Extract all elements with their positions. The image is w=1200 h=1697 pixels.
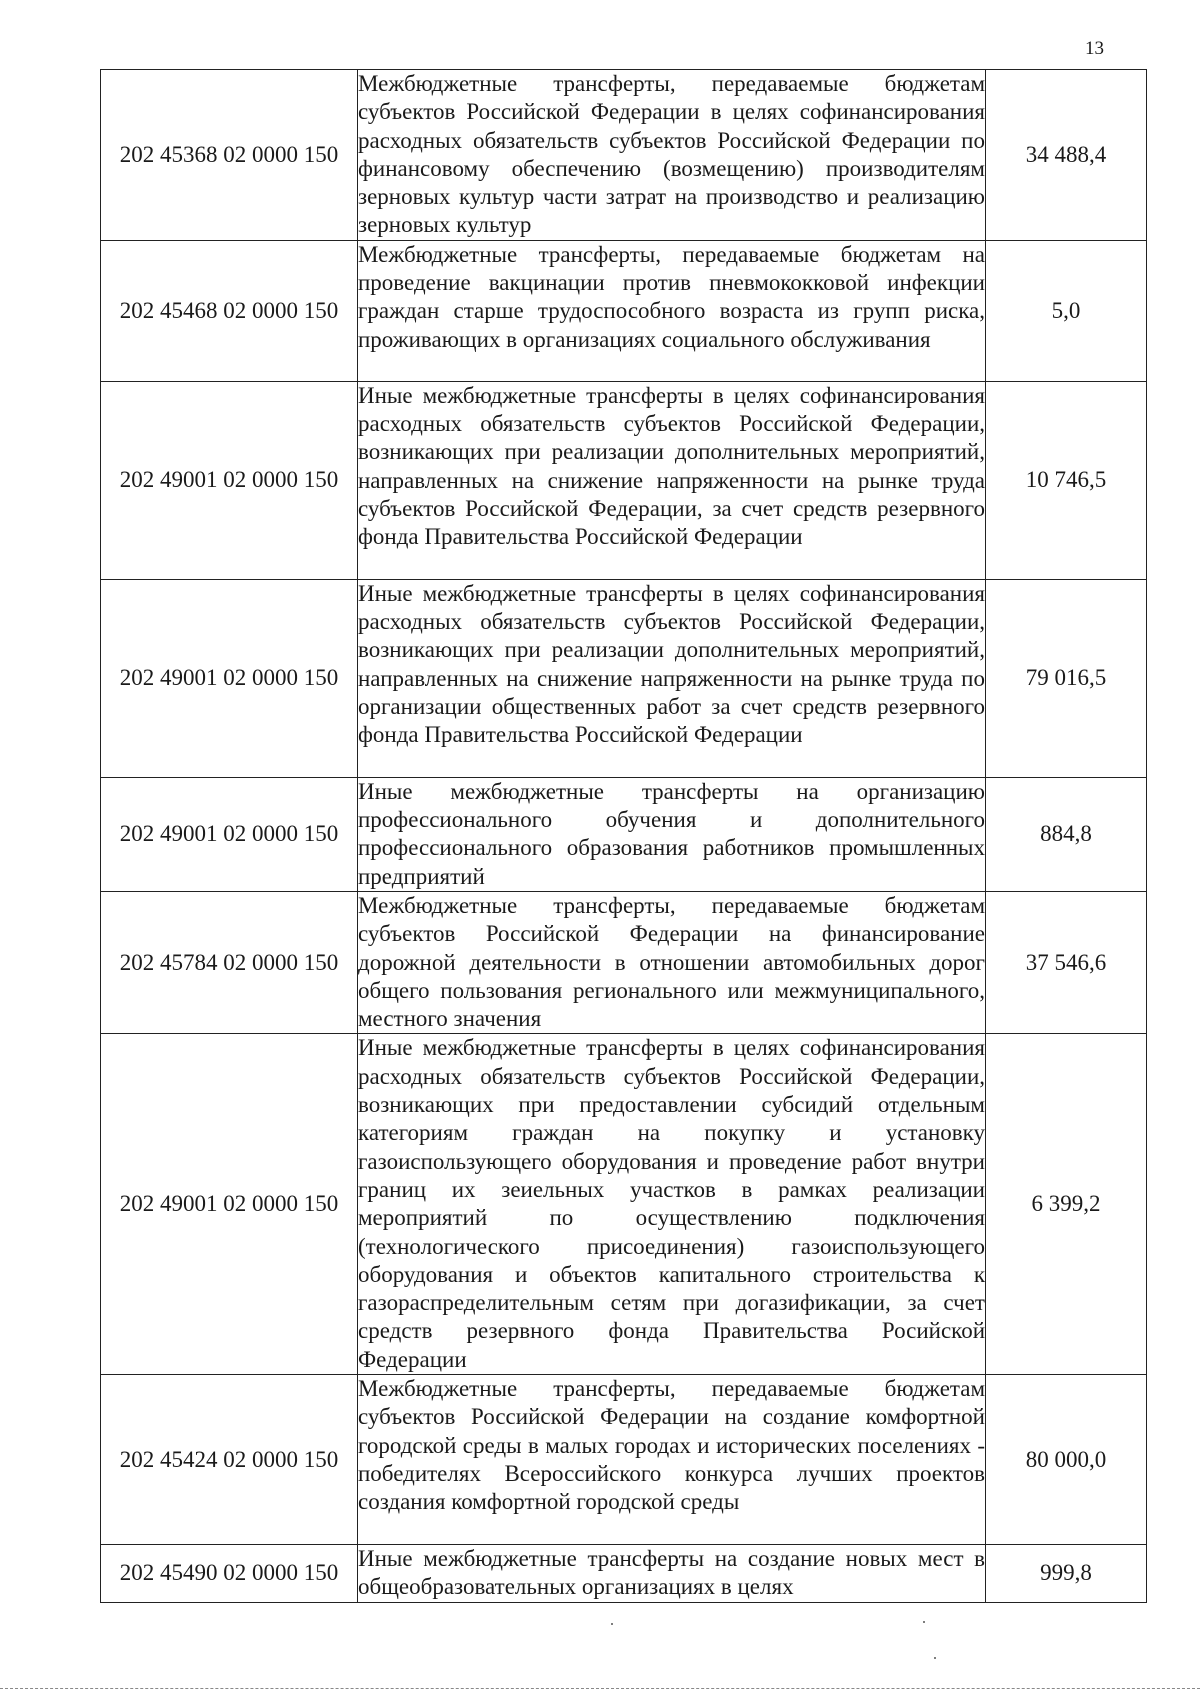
- transfer-amount: 884,8: [986, 777, 1147, 891]
- transfer-amount: 6 399,2: [986, 1034, 1147, 1375]
- budget-code: 202 45424 02 0000 150: [101, 1375, 358, 1545]
- scan-bottom-edge: [0, 1688, 1200, 1689]
- budget-code: 202 49001 02 0000 150: [101, 1034, 358, 1375]
- transfer-amount: 34 488,4: [986, 70, 1147, 241]
- transfer-amount: 999,8: [986, 1545, 1147, 1603]
- transfer-amount: 10 746,5: [986, 381, 1147, 579]
- table-row: [101, 891, 1147, 1033]
- transfer-description: Иные межбюджетные трансферты в целях софинансирования расходных обязательств субъектов Российской Федерации, возникающих при предоставлении субсидий отдельным категориям граждан на покупку и установку газоиспользующего оборудования и проведение работ внутри границ их зеиельных участков в рамках реализации мероприятий по осуществлению подключения (технологического присоединения) газоиспользующего оборудования и объектов капитального строительства к газораспределительным сетям при догазификации, за счет средств резервного фонда Правительства Росийской Федерации: [358, 1034, 986, 1375]
- table-row: [101, 70, 1147, 241]
- table-row: [101, 381, 1147, 579]
- table-row: [101, 1375, 1147, 1545]
- transfer-amount: 5,0: [986, 240, 1147, 381]
- table-row: [101, 579, 1147, 777]
- transfer-description: Межбюджетные трансферты, передаваемые бюджетам субъектов Российской Федерации на создание комфортной городской среды в малых городах и исторических поселениях - победителях Всероссийского конкурса лучших проектов создания комфортной городской среды: [358, 1375, 986, 1545]
- table-row: [101, 777, 1147, 891]
- budget-code: 202 49001 02 0000 150: [101, 381, 358, 579]
- transfer-description: Иные межбюджетные трансферты в целях софинансирования расходных обязательств субъектов Российской Федерации, возникающих при реализации дополнительных мероприятий, направленных на снижение напряженности на рынке труда субъектов Российской Федерации, за счет средств резервного фонда Правительства Российской Федерации: [358, 381, 986, 579]
- transfer-amount: 79 016,5: [986, 579, 1147, 777]
- transfer-description: Межбюджетные трансферты, передаваемые бюджетам субъектов Российской Федерации в целях софинансирования расходных обязательств субъектов Российской Федерации по финансовому обеспечению (возмещению) производителям зерновых культур части затрат на производство и реализацию зерновых культур: [358, 70, 986, 241]
- budget-transfers-table: [100, 69, 1147, 1603]
- transfer-amount: 80 000,0: [986, 1375, 1147, 1545]
- transfer-description: Межбюджетные трансферты, передаваемые бюджетам субъектов Российской Федерации на финансирование дорожной деятельности в отношении автомобильных дорог общего пользования регионального или межмуниципального, местного значения: [358, 891, 986, 1033]
- budget-code: 202 49001 02 0000 150: [101, 777, 358, 891]
- budget-code: 202 45490 02 0000 150: [101, 1545, 358, 1603]
- transfer-description: Иные межбюджетные трансферты в целях софинансирования расходных обязательств субъектов Российской Федерации, возникающих при реализации дополнительных мероприятий, направленных на снижение напряженности на рынке труда по организации общественных работ за счет средств резервного фонда Правительства Российской Федерации: [358, 579, 986, 777]
- scan-speck: [934, 1657, 936, 1659]
- transfer-description: Иные межбюджетные трансферты на организацию профессионального обучения и дополнительного профессионального образования работников промышленных предприятий: [358, 777, 986, 891]
- transfer-description: Иные межбюджетные трансферты на создание новых мест в общеобразовательных организациях в целях: [358, 1545, 986, 1603]
- budget-code: 202 45784 02 0000 150: [101, 891, 358, 1033]
- scan-speck: [611, 1623, 613, 1625]
- transfer-description: Межбюджетные трансферты, передаваемые бюджетам на проведение вакцинации против пневмококковой инфекции граждан старше трудоспособного возраста из групп риска, проживающих в организациях социального обслуживания: [358, 240, 986, 381]
- table-row: [101, 1034, 1147, 1375]
- budget-code: 202 45468 02 0000 150: [101, 240, 358, 381]
- table-row: [101, 1545, 1147, 1603]
- page-number: 13: [1085, 38, 1104, 59]
- budget-code: 202 49001 02 0000 150: [101, 579, 358, 777]
- scan-speck: [923, 1621, 925, 1623]
- table-row: [101, 240, 1147, 381]
- transfer-amount: 37 546,6: [986, 891, 1147, 1033]
- budget-code: 202 45368 02 0000 150: [101, 70, 358, 241]
